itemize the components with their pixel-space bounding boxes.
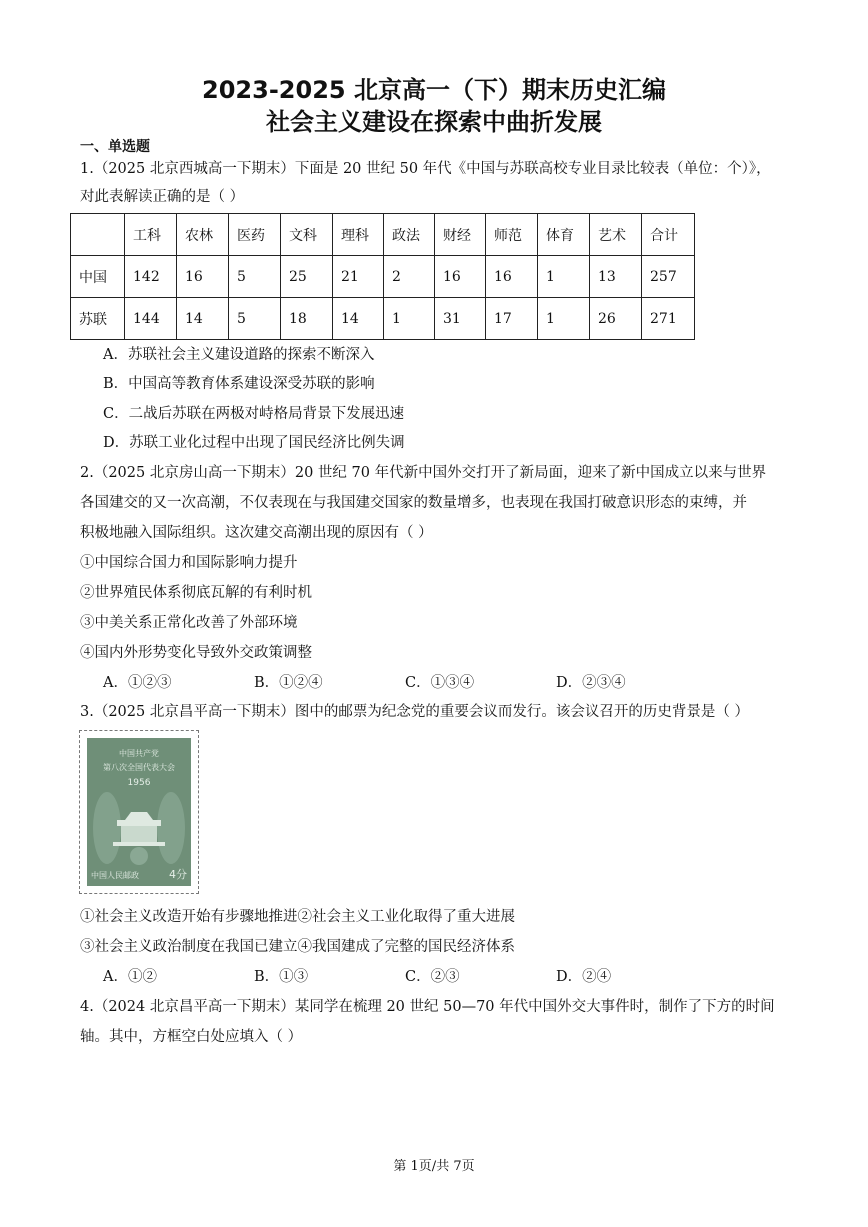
q3-option-c: C．②③ <box>405 969 460 985</box>
q2-option-b: B．①②④ <box>254 675 323 691</box>
q3-option-d: D．②④ <box>556 969 612 985</box>
table-cell <box>71 214 125 256</box>
table-cell: 14 <box>333 298 384 340</box>
stamp-value: 4分 <box>169 868 187 881</box>
stamp-text-line2: 第八次全国代表大会 <box>103 763 175 772</box>
q1-stem-line1: 1.（2025 北京西城高一下期末）下面是 20 世纪 50 年代《中国与苏联高校专业目录比较表（单位：个）》， <box>80 161 771 177</box>
q1-stem-line2: 对此表解读正确的是（ ） <box>80 189 245 205</box>
table-cell: 工科 <box>125 214 177 256</box>
table-cell: 142 <box>125 256 177 298</box>
table-header-row <box>71 214 695 256</box>
stamp-image <box>79 730 199 894</box>
q4-stem-line1: 4.（2024 北京昌平高一下期末）某同学在梳理 20 世纪 50—70 年代中国外交大事件时，制作了下方的时间 <box>80 999 775 1015</box>
q3-items-line1: ①社会主义改造开始有步骤地推进②社会主义工业化取得了重大进展 <box>80 909 515 925</box>
table-cell: 17 <box>486 298 538 340</box>
table-cell: 16 <box>486 256 538 298</box>
q2-option-c: C．①③④ <box>405 675 475 691</box>
doc-title-line1: 2023-2025 北京高一（下）期末历史汇编 <box>202 76 666 104</box>
table-cell: 18 <box>281 298 333 340</box>
table-cell: 师范 <box>486 214 538 256</box>
table-cell: 13 <box>590 256 642 298</box>
table-cell: 1 <box>384 298 435 340</box>
table-cell: 理科 <box>333 214 384 256</box>
table-cell: 16 <box>435 256 486 298</box>
q1-option-d: D．苏联工业化过程中出现了国民经济比例失调 <box>103 435 405 451</box>
q3-option-b: B．①③ <box>254 969 309 985</box>
table-cell: 文科 <box>281 214 333 256</box>
q1-option-b: B．中国高等教育体系建设深受苏联的影响 <box>103 376 375 392</box>
table-cell: 财经 <box>435 214 486 256</box>
table-cell: 农林 <box>177 214 229 256</box>
table-cell: 5 <box>229 298 281 340</box>
table-cell: 医药 <box>229 214 281 256</box>
table-cell: 144 <box>125 298 177 340</box>
q3-items-line2: ③社会主义政治制度在我国已建立④我国建成了完整的国民经济体系 <box>80 939 515 955</box>
table-cell: 16 <box>177 256 229 298</box>
table-cell: 31 <box>435 298 486 340</box>
table-row <box>71 256 695 298</box>
table-cell: 苏联 <box>71 298 125 340</box>
q2-item-1: ①中国综合国力和国际影响力提升 <box>80 555 298 571</box>
page-number: 第 1页/共 7页 <box>393 1159 475 1174</box>
q1-option-a: A．苏联社会主义建设道路的探索不断深入 <box>103 347 375 363</box>
section-heading: 一、单选题 <box>80 139 150 155</box>
stamp-building-icon <box>87 738 191 886</box>
table-cell: 25 <box>281 256 333 298</box>
table-row <box>71 298 695 340</box>
q2-option-d: D．②③④ <box>556 675 626 691</box>
q3-option-a: A．①② <box>103 969 157 985</box>
table-cell: 1 <box>538 256 590 298</box>
table-cell: 14 <box>177 298 229 340</box>
q3-stem-line1: 3.（2025 北京昌平高一下期末）图中的邮票为纪念党的重要会议而发行。该会议召开的历史背景是（ ） <box>80 704 749 720</box>
q4-stem-line2: 轴。其中，方框空白处应填入（ ） <box>80 1029 303 1045</box>
table-cell: 政法 <box>384 214 435 256</box>
table-cell: 中国 <box>71 256 125 298</box>
q2-item-2: ②世界殖民体系彻底瓦解的有利时机 <box>80 585 312 601</box>
q2-options <box>103 671 707 692</box>
stamp-post-label: 中国人民邮政 <box>91 871 139 880</box>
table-cell: 艺术 <box>590 214 642 256</box>
table-cell: 1 <box>538 298 590 340</box>
q2-stem-line1: 2.（2025 北京房山高一下期末）20 世纪 70 年代新中国外交打开了新局面，迎来了新中国成立以来与世界 <box>80 465 767 481</box>
table-cell: 体育 <box>538 214 590 256</box>
table-cell: 26 <box>590 298 642 340</box>
table-cell: 合计 <box>642 214 695 256</box>
q2-item-4: ④国内外形势变化导致外交政策调整 <box>80 645 312 661</box>
q2-item-3: ③中美关系正常化改善了外部环境 <box>80 615 298 631</box>
stamp-text-line1: 中国共产党 <box>119 749 159 758</box>
table-cell: 257 <box>642 256 695 298</box>
doc-title-line2: 社会主义建设在探索中曲折发展 <box>266 108 602 136</box>
table-cell: 271 <box>642 298 695 340</box>
q2-option-a: A．①②③ <box>103 675 172 691</box>
q3-options <box>103 965 707 986</box>
stamp-year: 1956 <box>127 778 151 788</box>
stamp-picture <box>87 738 191 886</box>
q2-stem-line3: 积极地融入国际组织。这次建交高潮出现的原因有（ ） <box>80 525 433 541</box>
comparison-table <box>70 213 695 340</box>
q2-stem-line2: 各国建交的又一次高潮，不仅表现在与我国建交国家的数量增多，也表现在我国打破意识形态的束缚，并 <box>80 495 747 511</box>
table-cell: 2 <box>384 256 435 298</box>
table-cell: 21 <box>333 256 384 298</box>
q1-option-c: C．二战后苏联在两极对峙格局背景下发展迅速 <box>103 406 405 422</box>
table-cell: 5 <box>229 256 281 298</box>
